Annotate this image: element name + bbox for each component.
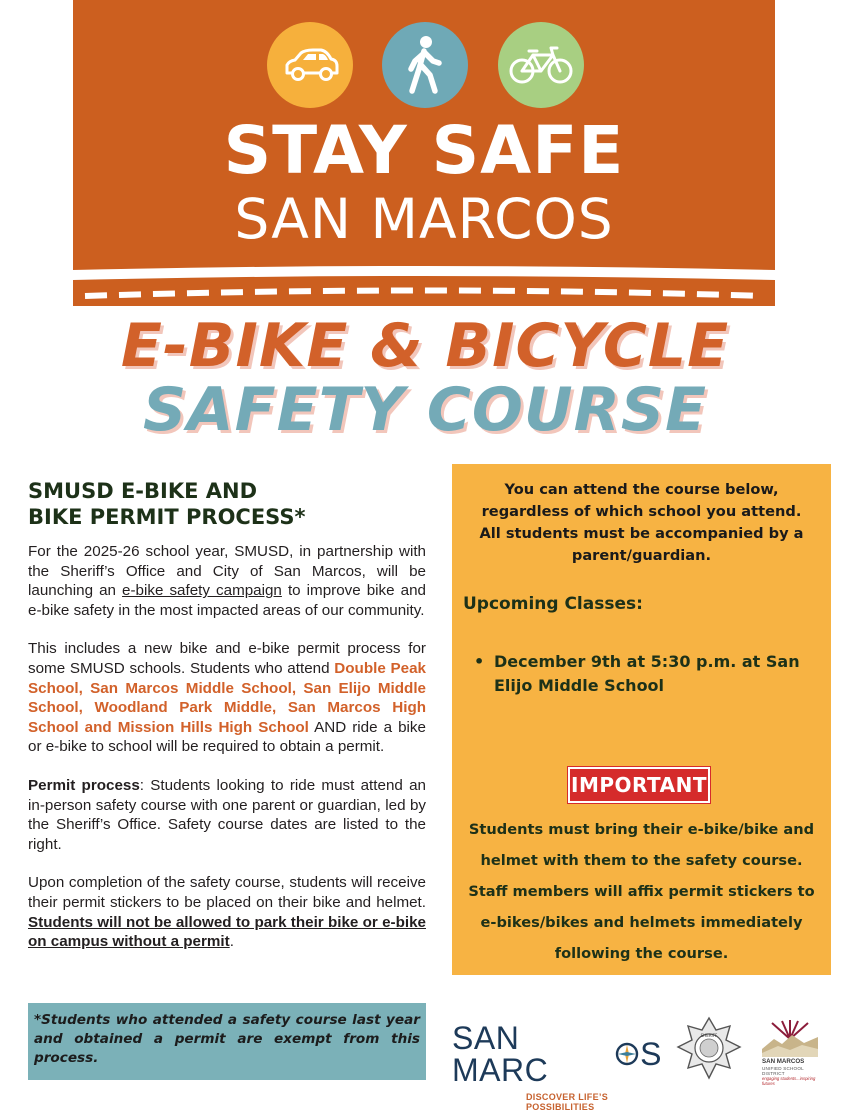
course-title-line2: SAFETY COURSE (142, 375, 708, 445)
pedestrian-icon (382, 22, 468, 108)
important-badge: IMPORTANT (568, 767, 710, 803)
compass-icon (615, 1042, 639, 1066)
p4-after: . (229, 933, 234, 951)
bullet-icon: • (474, 652, 485, 671)
class-list (474, 650, 814, 698)
exempt-note: *Students who attended a safety course last year and obtained a permit are exempt from this process. (28, 1003, 426, 1080)
course-title-line1: E-BIKE & BICYCLE (120, 311, 730, 381)
p1-after: to improve bike and e-bike safety in the most impacted areas of our community. (28, 582, 426, 619)
district-name: SAN MARCOS (762, 1058, 805, 1065)
school-list: Double Peak School, San Marcos Middle School, San Elijo Middle School, Woodland Park Middle, San Marcos High School and Mission Hills High School (28, 659, 426, 736)
smusd-logo (762, 1019, 826, 1086)
permit-process-section (28, 478, 426, 971)
completion-paragraph (28, 873, 426, 951)
upcoming-classes-heading: Upcoming Classes: (463, 594, 643, 614)
class-date: December 9th at 5:30 p.m. at San Elijo Middle School (494, 652, 800, 695)
p3-text: : Students looking to ride must attend an in-person safety course with one parent or guardian, led by the Sheriff’s Office. Safety course dates are listed to the right. (28, 776, 426, 853)
smusd-mountain-icon (762, 1019, 818, 1057)
p1-before: For the 2025-26 school year, SMUSD, in partnership with the Sheriff’s Office and City of San Marcos, will be launching an (28, 543, 426, 600)
permit-heading-line2: BIKE PERMIT PROCESS* (28, 505, 306, 529)
p2-before: This includes a new bike and e-bike permit process for some SMUSD schools. Students who attend (28, 640, 426, 677)
city-of-san-marcos-logo (452, 1022, 662, 1112)
p4-before: Upon completion of the safety course, students will receive their permit stickers to be placed on their bike and helmet. (28, 874, 426, 911)
header-banner (73, 0, 775, 306)
badge-text: SHERIFF (700, 1033, 718, 1038)
permit-heading-line1: SMUSD E-BIKE AND (28, 479, 258, 503)
list-item (474, 650, 814, 698)
san-marcos-title: SAN MARCOS (234, 187, 614, 251)
city-logo-text-right: S (640, 1036, 662, 1072)
bicycle-icon (498, 22, 584, 108)
e-bike-campaign-link[interactable]: e-bike safety campaign (122, 582, 282, 600)
city-logo-wordmark (452, 1022, 662, 1086)
city-logo-text-left: SAN MARC (452, 1020, 549, 1088)
bring-bike-notice: Students must bring their e-bike/bike and helmet with them to the safety course. Staff members will affix permit stickers to e-bikes/bikes and helmets immediately following the course. (468, 821, 815, 962)
permit-process-label: Permit process (28, 776, 140, 794)
stay-safe-title: STAY SAFE (223, 112, 625, 189)
district-subtitle: UNIFIED SCHOOL DISTRICT (762, 1065, 804, 1076)
attendance-note: You can attend the course below, regardless of which school you attend. All students must be accompanied by a parent/guardian. (479, 481, 804, 564)
parking-warning: Students will not be allowed to park their bike or e-bike on campus without a permit (28, 913, 426, 951)
district-tagline: engaging students...inspiring futures (762, 1075, 816, 1086)
schools-paragraph (28, 639, 426, 757)
car-icon (267, 22, 353, 108)
permit-process-paragraph (28, 776, 426, 854)
intro-paragraph (28, 542, 426, 620)
permit-heading (28, 478, 426, 530)
sheriff-star-badge (676, 1016, 742, 1082)
city-tagline: DISCOVER LIFE’S POSSIBILITIES (526, 1092, 609, 1112)
classes-panel (452, 464, 831, 975)
p2-after: AND ride a bike or e-bike to school will be required to obtain a permit. (28, 718, 426, 756)
